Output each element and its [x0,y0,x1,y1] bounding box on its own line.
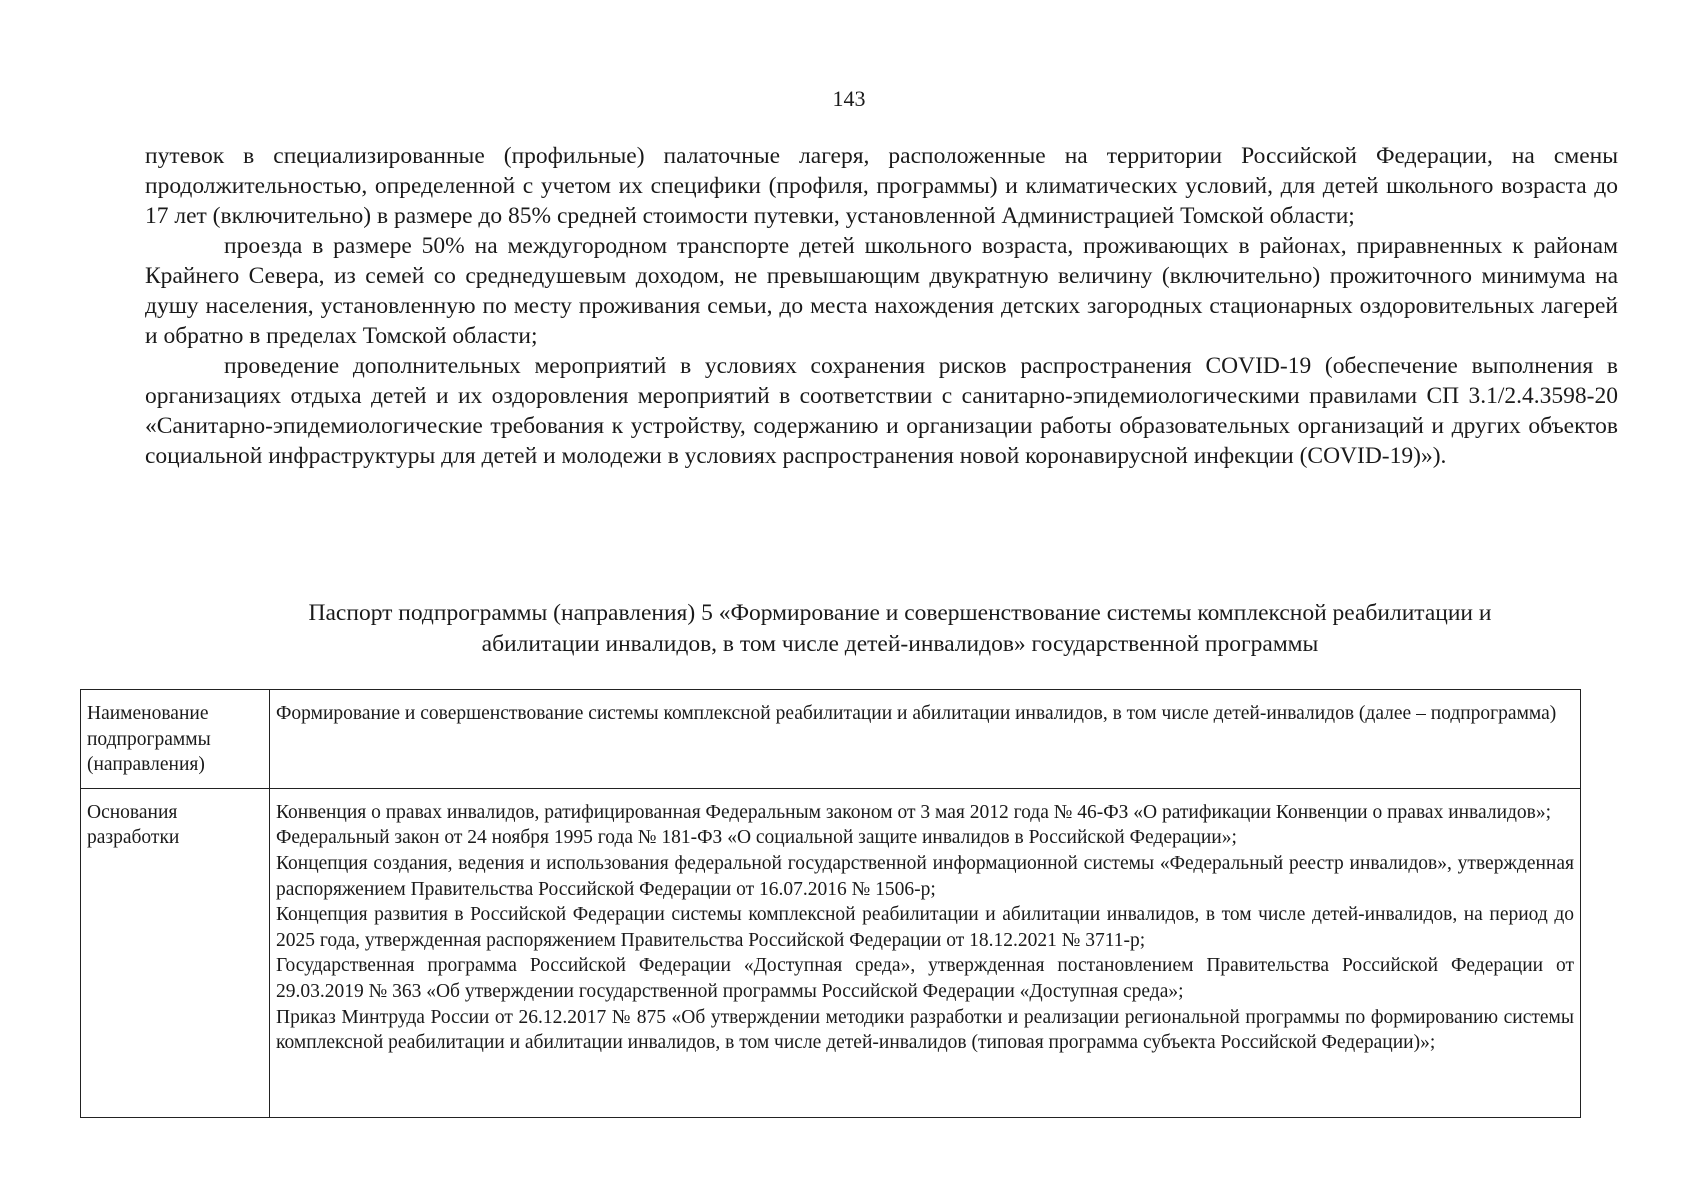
passport-table [80,689,1581,1118]
table-label-cell: Основания разработки [81,788,270,1117]
basis-item: Государственная программа Российской Федерации «Доступная среда», утвержденная постановлением Правительства Российской Федерации от 29.03.2019 № 363 «Об утверждении государственной программы Российской Федерации «Доступная среда»; [276,955,1574,1002]
basis-item: Приказ Минтруда России от 26.12.2017 № 875 «Об утверждении методики разработки и реализации региональной программы по формированию системы комплексной реабилитации и абилитации инвалидов, в том числе детей-инвалидов (типовая программа субъекта Российской Федерации)»; [276,1006,1574,1054]
table-label-cell: Наименование подпрограммы (направления) [81,690,270,789]
page-number: 143 [832,86,866,111]
basis-item: Федеральный закон от 24 ноября 1995 года № 181-ФЗ «О социальной защите инвалидов в Российской Федерации»; [276,827,1237,849]
body-text [145,141,1618,471]
table-row [81,690,1581,789]
section-title-line: абилитации инвалидов, в том числе детей-инвалидов» государственной программы [481,631,1319,657]
section-title-line: Паспорт подпрограммы (направления) 5 «Формирование и совершенствование системы комплексной реабилитации и [308,600,1492,626]
table-value-cell [270,788,1581,1117]
paragraph-travel-compensation: проезда в размере 50% на междугородном транспорте детей школьного возраста, проживающих в районах, приравненных к районам Крайнего Севера, из семей со среднедушевым доходом, не превышающим двукратную величину (включительно) прожиточного минимума на душу населения, установленную по месту проживания семьи, до места нахождения детских загородных стационарных оздоровительных лагерей и обратно в пределах Томской области; [145,233,1618,349]
paragraph-tour-vouchers: путевок в специализированные (профильные) палаточные лагеря, расположенные на территории Российской Федерации, на смены продолжительностью, определенной с учетом их специфики (профиля, программы) и климатических условий, для детей школьного возраста до 17 лет (включительно) в размере до 85% средней стоимости путевки, установленной Администрацией Томской области; [145,143,1618,229]
section-title [200,598,1600,660]
table-value-cell: Формирование и совершенствование системы комплексной реабилитации и абилитации инвалидов, в том числе детей-инвалидов (далее – подпрограмма) [270,690,1581,789]
basis-item: Конвенция о правах инвалидов, ратифицированная Федеральным законом от 3 мая 2012 года № 46-ФЗ «О ратификации Конвенции о правах инвалидов»; [276,801,1552,823]
paragraph-covid-measures: проведение дополнительных мероприятий в условиях сохранения рисков распространения COVID-19 (обеспечение выполнения в организациях отдыха детей и их оздоровления мероприятий в соответствии с санитарно-эпидемиологическими правилами СП 3.1/2.4.3598-20 «Санитарно-эпидемиологические требования к устройству, содержанию и организации работы образовательных организаций и других объектов социальной инфраструктуры для детей и молодежи в условиях распространения новой коронавирусной инфекции (COVID-19)»). [145,353,1618,469]
basis-item: Концепция развития в Российской Федерации системы комплексной реабилитации и абилитации инвалидов, в том числе детей-инвалидов, на период до 2025 года, утвержденная распоряжением Правительства Российской Федерации от 18.12.2021 № 3711-р; [276,904,1574,951]
table-row [81,788,1581,1117]
basis-item: Концепция создания, ведения и использования федеральной государственной информационной системы «Федеральный реестр инвалидов», утвержденная распоряжением Правительства Российской Федерации от 16.07.2016 № 1506-р; [276,852,1574,900]
